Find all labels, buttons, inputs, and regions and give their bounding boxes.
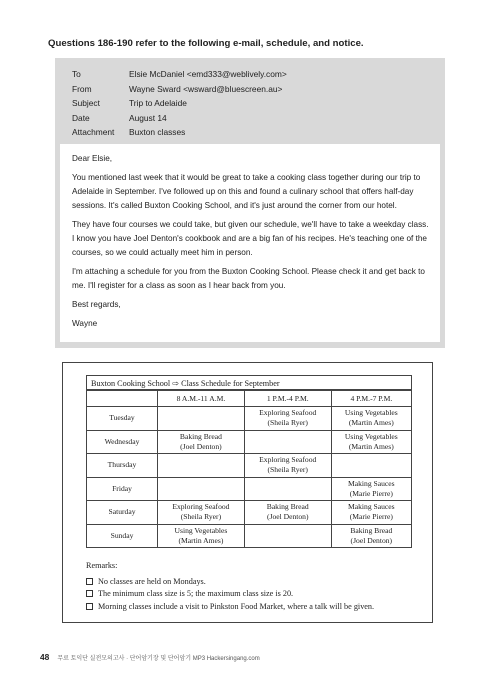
checkbox-icon (86, 603, 93, 610)
instructor-name: (Martin Ames) (178, 535, 224, 545)
schedule-day: Wednesday (87, 430, 158, 454)
footer-text: 무료 토익단 실전모의고사 · 단어암기장 및 단어암기 MP3 Hackersingang.com (57, 655, 260, 662)
schedule-cell (158, 477, 245, 501)
schedule-table (86, 390, 412, 548)
remark-item (86, 575, 374, 588)
page-footer (40, 652, 260, 662)
email-header-date (72, 111, 287, 126)
class-name: Baking Bread (179, 431, 222, 441)
email-paragraph: They have four courses we could take, but given our schedule, we'll have to take a weekday class. I know you have Joel Denton's cookbook and are a big fan of his recipes. He's teaching one of the courses, so we could actually meet him in person. (72, 219, 429, 258)
class-name: Using Vegetables (344, 408, 398, 418)
schedule-day: Sunday (87, 524, 158, 548)
schedule-day: Saturday (87, 501, 158, 525)
class-name: Baking Bread (350, 525, 393, 535)
page-number: 48 (40, 652, 50, 662)
schedule-day: Tuesday (87, 407, 158, 431)
schedule-cell (331, 477, 411, 501)
header-value: Buxton classes (129, 127, 186, 137)
class-name: Making Sauces (348, 502, 395, 512)
header-value: Trip to Adelaide (129, 98, 187, 108)
schedule-column-header: 8 A.M.-11 A.M. (158, 391, 245, 407)
class-name: Using Vegetables (174, 525, 228, 535)
schedule-corner-cell (87, 391, 158, 407)
checkbox-icon (86, 590, 93, 597)
email-header-from (72, 82, 287, 97)
schedule-column-header: 1 P.M.-4 P.M. (244, 391, 331, 407)
header-label: From (72, 83, 92, 94)
schedule-cell (244, 501, 331, 525)
schedule-cell (244, 524, 331, 548)
schedule-cell (331, 501, 411, 525)
header-label: To (72, 69, 81, 79)
schedule-column-header: 4 P.M.-7 P.M. (331, 391, 411, 407)
email-closing: Best regards, (72, 299, 121, 309)
header-label: Date (72, 112, 90, 123)
email-greeting: Dear Elsie, (72, 154, 113, 163)
email-header (72, 67, 287, 140)
schedule-cell (158, 454, 245, 478)
schedule-header-row (87, 391, 412, 407)
email-panel (55, 58, 445, 348)
schedule-cell (244, 430, 331, 454)
email-header-to (72, 67, 287, 82)
email-header-attachment (72, 125, 287, 140)
class-name: Making Sauces (348, 478, 395, 488)
schedule-title: Buxton Cooking School ⇨ Class Schedule for September (86, 375, 412, 390)
email-paragraph: I'm attaching a schedule for you from the Buxton Cooking School. Please check it and get back to me. I'll register for a class as soon as I hear back from you. (72, 266, 425, 291)
instructor-name: (Sheila Ryer) (267, 465, 308, 475)
schedule-cell (158, 524, 245, 548)
schedule-cell (244, 477, 331, 501)
schedule-row (87, 407, 412, 431)
instructor-name: (Sheila Ryer) (180, 512, 222, 522)
header-value: Elsie McDaniel <emd333@weblively.com> (129, 69, 287, 79)
schedule-row (87, 524, 412, 548)
schedule-row (87, 430, 412, 454)
remark-text: No classes are held on Mondays. (98, 576, 206, 586)
instructor-name: (Joel Denton) (266, 512, 309, 522)
instructor-name: (Sheila Ryer) (267, 418, 308, 428)
header-label: Attachment (72, 127, 115, 137)
schedule-cell (331, 524, 411, 548)
schedule-cell (158, 407, 245, 431)
remarks-section (86, 561, 374, 613)
class-name: Exploring Seafood (259, 455, 317, 465)
remarks-title: Remarks: (86, 561, 118, 570)
schedule-row (87, 454, 412, 478)
schedule-cell (244, 407, 331, 431)
class-name: Exploring Seafood (172, 502, 230, 512)
remark-item (86, 600, 374, 613)
header-value: August 14 (129, 112, 167, 123)
schedule-day: Thursday (87, 454, 158, 478)
schedule-cell (158, 430, 245, 454)
remark-text: The minimum class size is 5; the maximum class size is 20. (98, 589, 294, 599)
schedule-cell (331, 454, 411, 478)
instructor-name: (Joel Denton) (350, 535, 393, 545)
instructor-name: (Marie Pierre) (349, 488, 393, 498)
remark-text: Morning classes include a visit to Pinkston Food Market, where a talk will be given. (98, 601, 375, 611)
schedule-day: Friday (87, 477, 158, 501)
class-name: Exploring Seafood (259, 408, 317, 418)
instructor-name: (Martin Ames) (348, 441, 394, 451)
remark-item (86, 588, 374, 601)
email-body (60, 144, 440, 342)
schedule-row (87, 501, 412, 525)
schedule-row (87, 477, 412, 501)
email-body-text (72, 152, 432, 335)
email-signature: Wayne (72, 318, 98, 328)
email-header-subject (72, 96, 287, 111)
instructor-name: (Martin Ames) (348, 418, 394, 428)
schedule-cell (331, 430, 411, 454)
questions-heading: Questions 186-190 refer to the following e-mail, schedule, and notice. (48, 38, 364, 49)
schedule-cell (158, 501, 245, 525)
instructor-name: (Marie Pierre) (349, 512, 393, 522)
class-name: Using Vegetables (344, 431, 398, 441)
header-label: Subject (72, 98, 100, 108)
email-paragraph: You mentioned last week that it would be great to take a cooking class together during our trip to Adelaide in September. I've followed up on this and found a culinary school that offers half-day sessions. It's called Buxton Cooking School, and it's just around the corner from our hotel. (72, 172, 421, 211)
header-value: Wayne Sward <wsward@bluescreen.au> (129, 83, 283, 94)
schedule-cell (331, 407, 411, 431)
instructor-name: (Joel Denton) (180, 441, 222, 451)
checkbox-icon (86, 578, 93, 585)
class-name: Baking Bread (266, 502, 309, 512)
schedule-panel (62, 362, 433, 623)
schedule-cell (244, 454, 331, 478)
